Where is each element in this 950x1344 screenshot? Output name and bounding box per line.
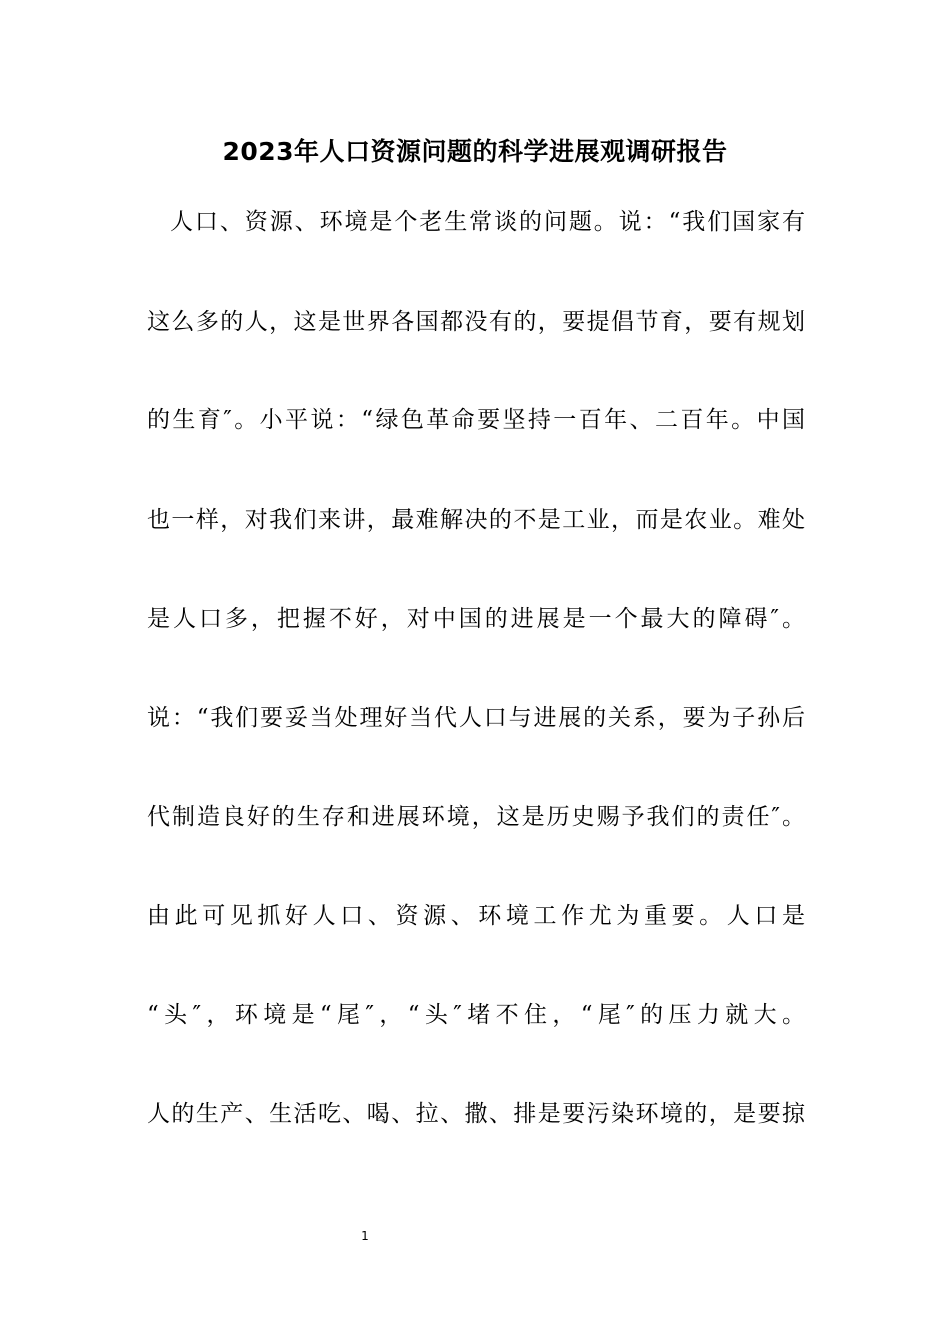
body-line-10: 人的生产、生活吃、喝、拉、撒、排是要污染环境的，是要掠 bbox=[147, 1101, 805, 1127]
body-line-2: 这么多的人，这是世界各国都没有的，要提倡节育，要有规划 bbox=[147, 309, 805, 335]
body-line-5: 是人口多，把握不好，对中国的进展是一个最大的障碍″。 bbox=[147, 606, 805, 632]
body-line-9: “头″，环境是“尾″，“头″堵不住，“尾″的压力就大。 bbox=[147, 1002, 805, 1028]
page-title: 2023年人口资源问题的科学进展观调研报告 bbox=[222, 137, 728, 166]
body-line-4: 也一样，对我们来讲，最难解决的不是工业，而是农业。难处 bbox=[147, 507, 805, 533]
page-number: 1 bbox=[361, 1229, 369, 1243]
body-line-6: 说：“我们要妥当处理好当代人口与进展的关系，要为子孙后 bbox=[147, 705, 805, 731]
body-line-8: 由此可见抓好人口、资源、环境工作尤为重要。人口是 bbox=[147, 903, 805, 929]
body-line-3: 的生育″。小平说：“绿色革命要坚持一百年、二百年。中国 bbox=[147, 407, 805, 433]
body-line-7: 代制造良好的生存和进展环境，这是历史赐予我们的责任″。 bbox=[147, 804, 805, 830]
body-line-1: 人口、资源、环境是个老生常谈的问题。说：“我们国家有 bbox=[170, 209, 805, 235]
